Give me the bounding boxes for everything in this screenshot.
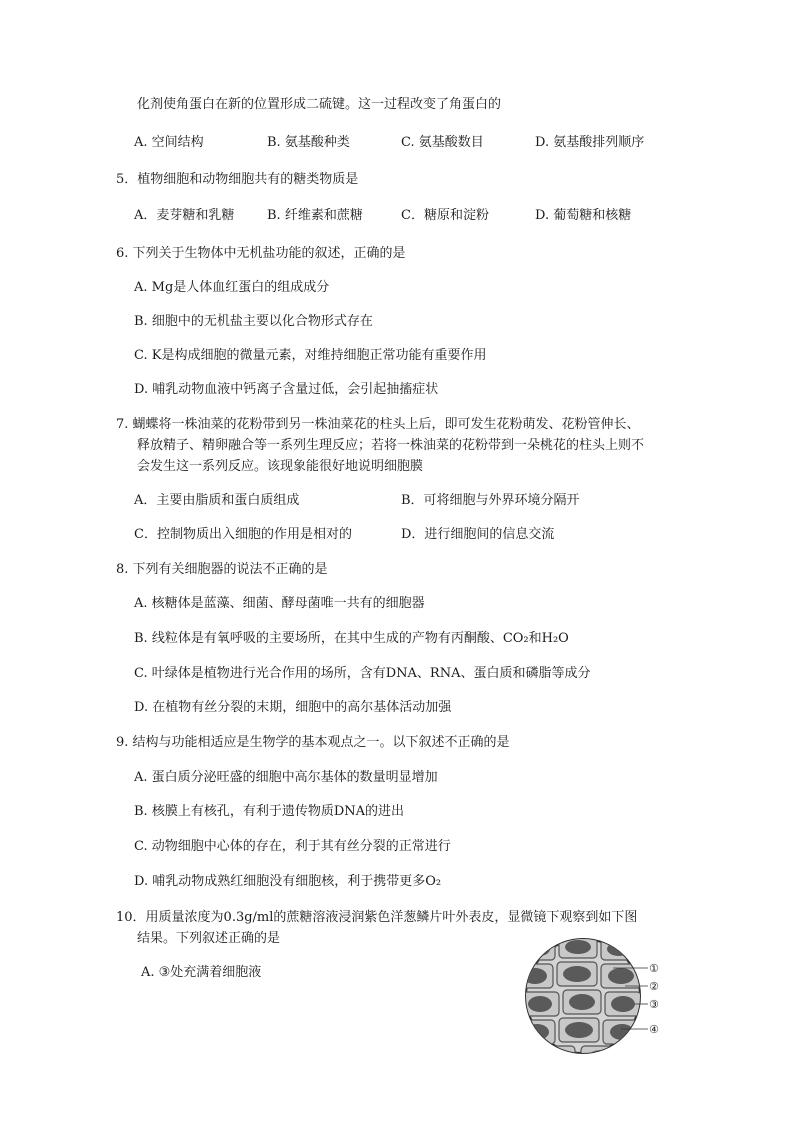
q9-option-c: C. 动物细胞中心体的存在，利于其有丝分裂的正常进行 xyxy=(134,839,451,854)
figure-label-2: ② xyxy=(649,980,659,993)
figure-label-1: ① xyxy=(649,962,659,975)
q5-stem: 5．植物细胞和动物细胞共有的糖类物质是 xyxy=(116,172,359,187)
q9-option-b: B. 核膜上有核孔，有利于遗传物质DNA的进出 xyxy=(134,804,405,819)
q5-option-c: C．糖原和淀粉 xyxy=(401,208,489,223)
q7-option-b: B．可将细胞与外界环境分隔开 xyxy=(401,493,580,508)
q4-option-c: C. 氨基酸数目 xyxy=(401,135,484,150)
q9-stem: 9. 结构与功能相适应是生物学的基本观点之一。以下叙述不正确的是 xyxy=(116,735,510,750)
q10-option-a: A. ③处充满着细胞液 xyxy=(141,965,262,980)
q4-option-a: A. 空间结构 xyxy=(134,135,204,150)
q8-option-c: C. 叶绿体是植物进行光合作用的场所，含有DNA、RNA、蛋白质和磷脂等成分 xyxy=(134,666,591,681)
micrograph-svg xyxy=(525,932,675,1060)
q7-option-c: C．控制物质出入细胞的作用是相对的 xyxy=(134,527,352,542)
figure-label-4: ④ xyxy=(649,1023,659,1036)
q5-option-d: D. 葡萄糖和核糖 xyxy=(535,208,632,223)
q7-option-a: A．主要由脂质和蛋白质组成 xyxy=(134,493,300,508)
q6-option-a: A. Mg是人体血红蛋白的组成成分 xyxy=(134,280,330,295)
q6-option-d: D. 哺乳动物血液中钙离子含量过低，会引起抽搐症状 xyxy=(134,382,439,397)
q4-continuation: 化剂使角蛋白在新的位置形成二硫键。这一过程改变了角蛋白的 xyxy=(137,97,502,112)
q10-stem-line-2: 结果。下列叙述正确的是 xyxy=(137,931,281,946)
q6-stem: 6. 下列关于生物体中无机盐功能的叙述，正确的是 xyxy=(116,246,406,261)
q7-option-d: D．进行细胞间的信息交流 xyxy=(401,527,555,542)
q8-option-d: D. 在植物有丝分裂的末期，细胞中的高尔基体活动加强 xyxy=(134,700,452,715)
q7-stem-line-2: 释放精子、精卵融合等一系列生理反应；若将一株油菜的花粉带到一朵桃花的柱头上则不 xyxy=(137,438,645,453)
q10-stem-line-1: 10．用质量浓度为0.3g/ml的蔗糖溶液浸润紫色洋葱鳞片叶外表皮，显微镜下观察到如下图 xyxy=(116,910,638,925)
q8-stem: 8. 下列有关细胞器的说法不正确的是 xyxy=(116,562,328,577)
q4-option-d: D. 氨基酸排列顺序 xyxy=(535,135,645,150)
q7-stem-line-1: 7. 蝴蝶将一株油菜的花粉带到另一株油菜花的柱头上后，即可发生花粉萌发、花粉管伸长、 xyxy=(116,417,640,432)
figure-label-3: ③ xyxy=(649,998,659,1011)
q6-option-c: C. K是构成细胞的微量元素，对维持细胞正常功能有重要作用 xyxy=(134,348,487,363)
q5-option-a: A．麦芽糖和乳糖 xyxy=(134,208,235,223)
q4-option-b: B. 氨基酸种类 xyxy=(267,135,350,150)
q8-option-a: A. 核糖体是蓝藻、细菌、酵母菌唯一共有的细胞器 xyxy=(134,596,425,611)
q6-option-b: B. 细胞中的无机盐主要以化合物形式存在 xyxy=(134,314,373,329)
q5-option-b: B. 纤维素和蔗糖 xyxy=(267,208,363,223)
q9-option-d: D. 哺乳动物成熟红细胞没有细胞核，利于携带更多O₂ xyxy=(134,874,442,889)
onion-cell-micrograph xyxy=(525,932,675,1060)
q8-option-b: B. 线粒体是有氧呼吸的主要场所，在其中生成的产物有丙酮酸、CO₂和H₂O xyxy=(134,631,569,646)
q9-option-a: A. 蛋白质分泌旺盛的细胞中高尔基体的数量明显增加 xyxy=(134,770,438,785)
q7-stem-line-3: 会发生这一系列反应。该现象能很好地说明细胞膜 xyxy=(137,459,424,474)
